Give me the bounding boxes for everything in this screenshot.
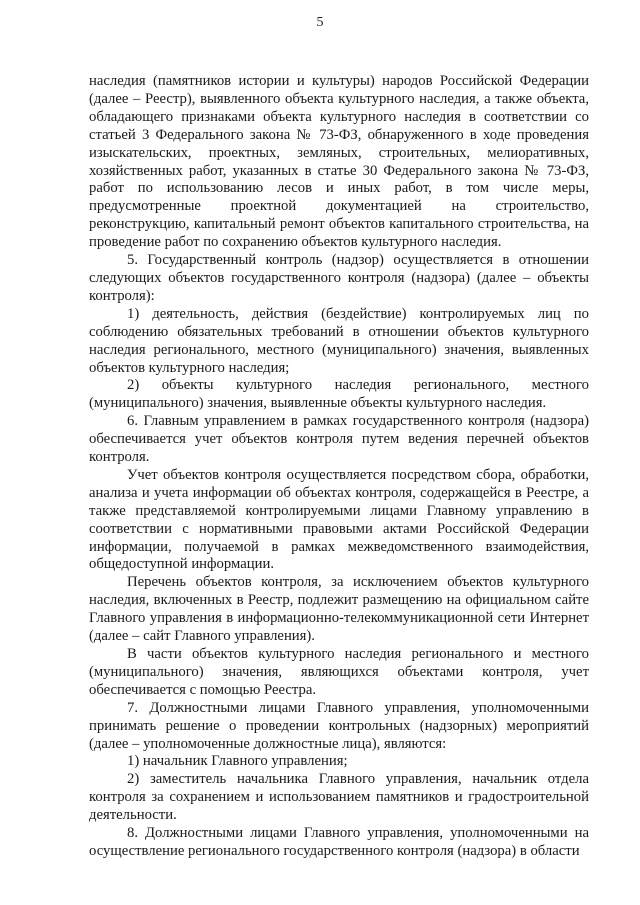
paragraph-item-5: 5. Государственный контроль (надзор) осуществляется в отношении следующих объектов государственного контроля (надзора) (далее – объекты контроля): bbox=[89, 252, 589, 304]
paragraph-item-7: 7. Должностными лицами Главного управления, уполномоченными принимать решение о проведении контрольных (надзорных) мероприятий (далее – уполномоченные должностные лица), являются: bbox=[89, 699, 589, 752]
document-body bbox=[89, 73, 589, 861]
paragraph-item-8: 8. Должностными лицами Главного управления, уполномоченными на осуществление регионального государственного контроля (надзора) в области bbox=[89, 825, 589, 859]
paragraph-subitem-7-1: 1) начальник Главного управления; bbox=[127, 753, 348, 770]
paragraph-list-publication: Перечень объектов контроля, за исключением объектов культурного наследия, включенных в Реестр, подлежит размещению на официальном сайте Главного управления в информационно-телекоммуникационной сети Интернет (далее – сайт Главного управления). bbox=[89, 574, 589, 645]
paragraph-subitem-7-2: 2) заместитель начальника Главного управления, начальник отдела контроля за сохранением и использованием памятников и градостроительной деятельности. bbox=[89, 771, 589, 824]
paragraph-registry-accounting: В части объектов культурного наследия регионального и местного (муниципального) значения, являющихся объектами контроля, учет обеспечивается с помощью Реестра. bbox=[89, 646, 589, 698]
paragraph-accounting: Учет объектов контроля осуществляется посредством сбора, обработки, анализа и учета информации об объектах контроля, содержащейся в Реестре, а также представляемой контролируемыми лицами Главному управлению в соответствии с нормативными правовыми актами Российской Федерации информации, получаемой в рамках межведомственного взаимодействия, общедоступной информации. bbox=[89, 466, 589, 573]
paragraph-item-6: 6. Главным управлением в рамках государственного контроля (надзора) обеспечивается учет объектов контроля путем ведения перечней объектов контроля. bbox=[89, 413, 589, 466]
paragraph-continuation: наследия (памятников истории и культуры) народов Российской Федерации (далее – Реестр), выявленного объекта культурного наследия, а также объекта, обладающего признаками объекта культурного наследия в соответствии со статьей 3 Федерального закона № 73-ФЗ, обнаруженного в ходе проведения изыскательских, проектных, земляных, строительных, мелиоративных, хозяйственных работ, указанных в статье 30 Федерального закона № 73-ФЗ, работ по использованию лесов и иных работ, в том числе меры, предусмотренные проектной документацией на строительство, реконструкцию, капитальный ремонт объектов капитального строительства, на проведение работ по сохранению объектов культурного наследия. bbox=[89, 73, 589, 251]
page-number: 5 bbox=[316, 15, 324, 30]
paragraph-subitem-5-1: 1) деятельность, действия (бездействие) контролируемых лиц по соблюдению обязательных требований в отношении объектов культурного наследия регионального, местного (муниципального) значения, выявленных объектов культурного наследия; bbox=[89, 305, 589, 376]
paragraph-subitem-5-2: 2) объекты культурного наследия регионального, местного (муниципального) значения, выявленные объекты культурного наследия. bbox=[89, 377, 589, 412]
